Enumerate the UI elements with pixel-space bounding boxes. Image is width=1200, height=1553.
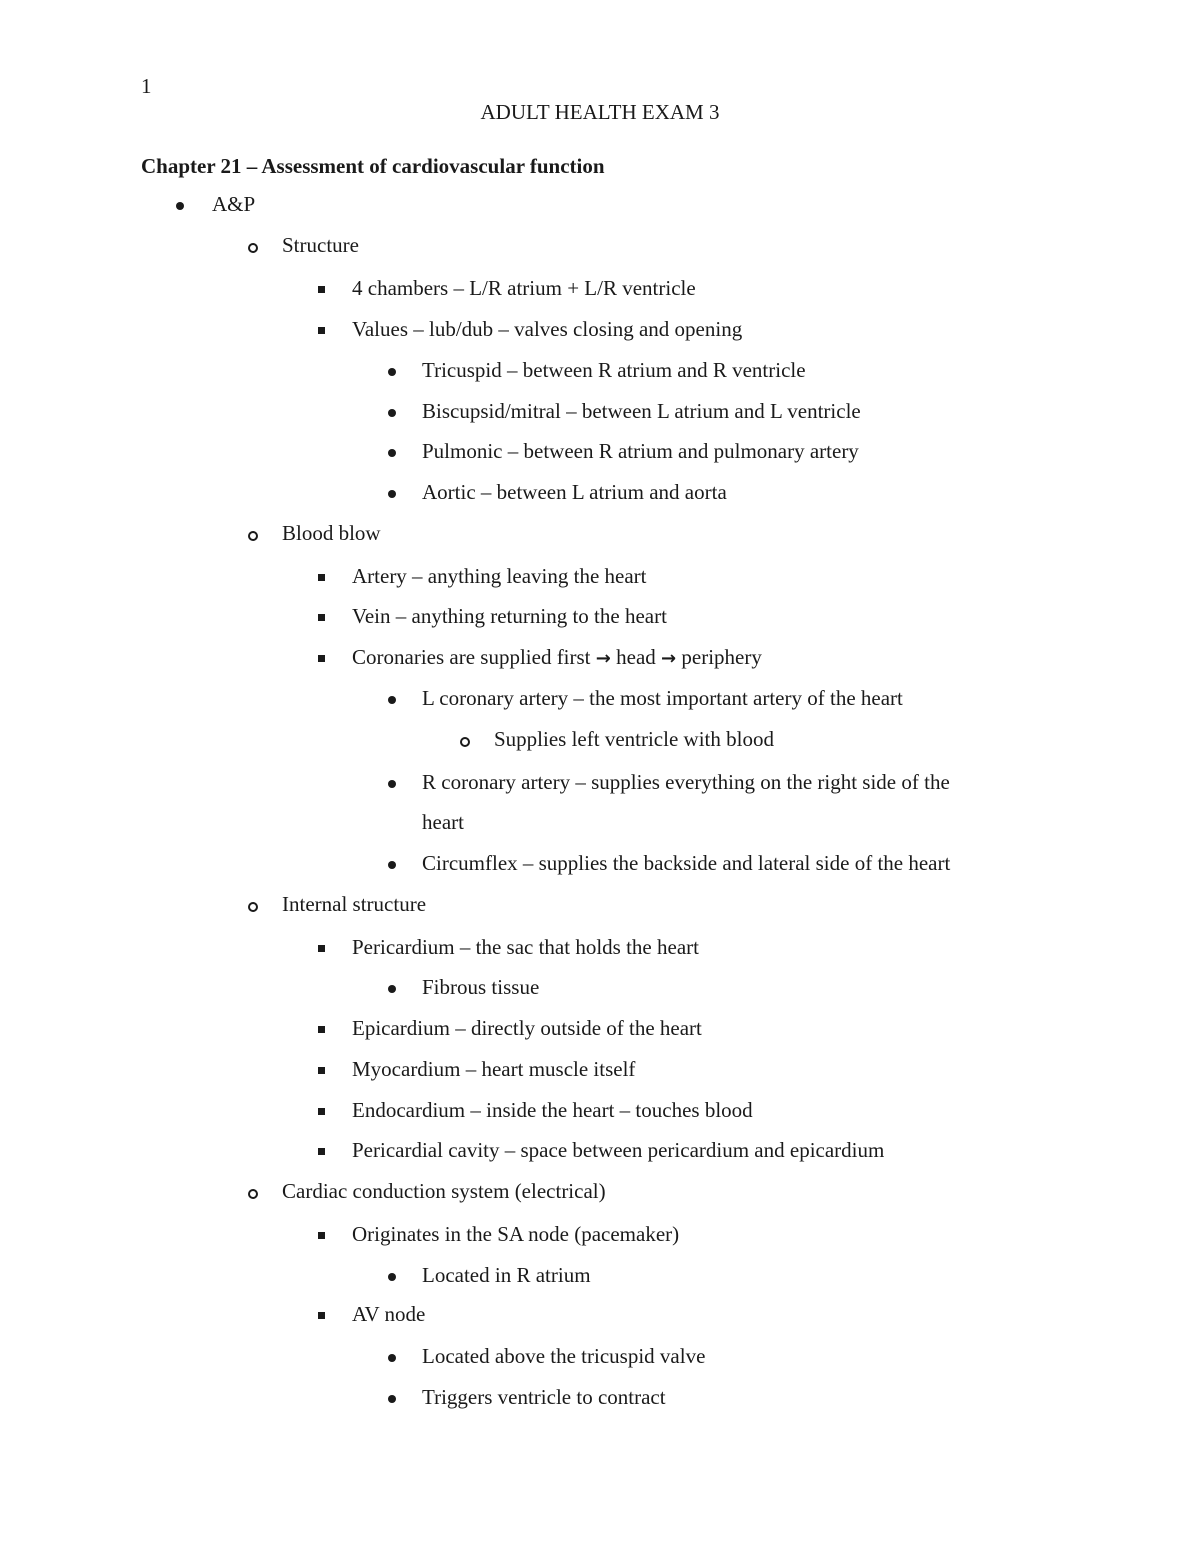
bullet-square-icon: [318, 1232, 325, 1239]
bullet-square-icon: [318, 945, 325, 952]
bullet-square-icon: [318, 327, 325, 334]
outline-item-level-4: Located above the tricuspid valve: [422, 1344, 706, 1368]
bullet-square-icon: [318, 1026, 325, 1033]
bullet-square-icon: [318, 1312, 325, 1319]
outline-item-level-3: Vein – anything returning to the heart: [352, 604, 667, 628]
chapter-heading: Chapter 21 – Assessment of cardiovascular function: [141, 154, 605, 178]
outline-text-segment: periphery: [676, 645, 762, 669]
bullet-square-icon: [318, 286, 325, 293]
bullet-disc-icon: [388, 409, 396, 417]
outline-item-level-3: AV node: [352, 1302, 426, 1326]
outline-item-level-4: Biscupsid/mitral – between L atrium and L ventricle: [422, 399, 861, 423]
bullet-disc-icon: [388, 490, 396, 498]
document-title: ADULT HEALTH EXAM 3: [480, 100, 720, 124]
arrow-right-icon: →: [661, 648, 677, 669]
bullet-disc-icon: [388, 368, 396, 376]
outline-item-level-4: Fibrous tissue: [422, 975, 540, 999]
bullet-circle-icon: [248, 902, 258, 912]
outline-item-level-3: Pericardium – the sac that holds the heart: [352, 935, 699, 959]
outline-text-segment: head: [610, 645, 662, 669]
bullet-square-icon: [318, 655, 325, 662]
arrow-right-icon: →: [595, 648, 611, 669]
outline-item-level-2: Cardiac conduction system (electrical): [282, 1179, 606, 1203]
bullet-square-icon: [318, 1108, 325, 1115]
outline-item-level-2: Blood blow: [282, 521, 381, 545]
outline-item-level-2: Internal structure: [282, 892, 427, 916]
bullet-circle-icon: [460, 737, 470, 747]
bullet-circle-icon: [248, 1189, 258, 1199]
page-number: 1: [141, 74, 152, 98]
outline-item-level-1: A&P: [212, 192, 256, 216]
outline-item-level-3: Epicardium – directly outside of the heart: [352, 1016, 702, 1040]
outline-item-level-4: Pulmonic – between R atrium and pulmonary artery: [422, 439, 859, 463]
bullet-square-icon: [318, 1148, 325, 1155]
outline-item-level-3: Endocardium – inside the heart – touches blood: [352, 1098, 753, 1122]
outline-item-level-4: L coronary artery – the most important artery of the heart: [422, 686, 903, 710]
outline-item-level-4: R coronary artery – supplies everything on the right side of the: [422, 770, 950, 794]
bullet-disc-icon: [176, 202, 184, 210]
outline-item-level-4: Circumflex – supplies the backside and lateral side of the heart: [422, 851, 951, 875]
bullet-disc-icon: [388, 1354, 396, 1362]
outline-item-level-4: heart: [422, 810, 464, 834]
bullet-disc-icon: [388, 696, 396, 704]
outline-item-level-5: Supplies left ventricle with blood: [494, 727, 774, 751]
outline-item-level-3: 4 chambers – L/R atrium + L/R ventricle: [352, 276, 696, 300]
bullet-disc-icon: [388, 449, 396, 457]
bullet-square-icon: [318, 614, 325, 621]
bullet-circle-icon: [248, 531, 258, 541]
outline-item-level-4: Aortic – between L atrium and aorta: [422, 480, 727, 504]
bullet-square-icon: [318, 1067, 325, 1074]
outline-item-level-2: Structure: [282, 233, 359, 257]
bullet-disc-icon: [388, 780, 396, 788]
bullet-disc-icon: [388, 1395, 396, 1403]
outline-item-level-3: Values – lub/dub – valves closing and opening: [352, 317, 743, 341]
bullet-disc-icon: [388, 985, 396, 993]
bullet-disc-icon: [388, 861, 396, 869]
outline-item-level-3: Myocardium – heart muscle itself: [352, 1057, 636, 1081]
bullet-square-icon: [318, 574, 325, 581]
outline-item-level-3: Artery – anything leaving the heart: [352, 564, 647, 588]
outline-item-level-3: Originates in the SA node (pacemaker): [352, 1222, 680, 1246]
outline-item-level-3: Pericardial cavity – space between pericardium and epicardium: [352, 1138, 885, 1162]
bullet-circle-icon: [248, 243, 258, 253]
outline-item-level-4: Located in R atrium: [422, 1263, 591, 1287]
outline-text-segment: Coronaries are supplied first: [352, 645, 596, 669]
bullet-disc-icon: [388, 1273, 396, 1281]
outline-item-level-4: Triggers ventricle to contract: [422, 1385, 666, 1409]
outline-item-level-3: [352, 645, 762, 670]
outline-item-level-4: Tricuspid – between R atrium and R ventricle: [422, 358, 806, 382]
